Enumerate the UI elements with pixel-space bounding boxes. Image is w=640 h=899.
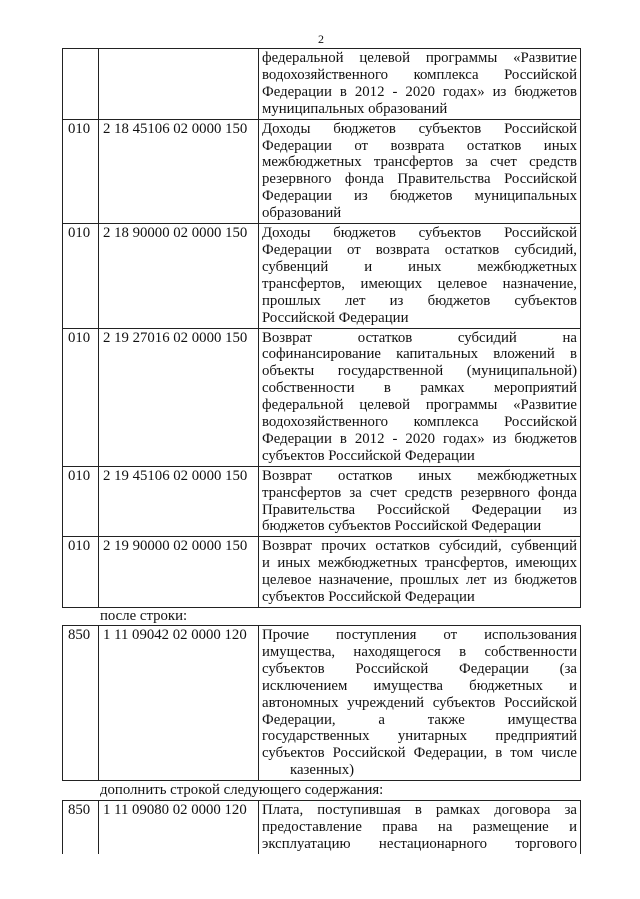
revenue-name-line: эксплуатацию нестационарного торгового <box>262 835 577 852</box>
revenue-name-line: образований <box>262 205 342 222</box>
admin-code-cell: 010 <box>63 537 99 608</box>
revenue-name-line: Федерации в 2012 - 2020 годах» из бюджетов <box>262 430 577 447</box>
admin-code-cell <box>63 49 99 120</box>
page-number: 2 <box>318 32 324 46</box>
revenue-name-line: трансфертов, имеющих целевое назначение, <box>262 275 577 292</box>
revenue-name-line: целевое назначение, прошлых лет из бюджетов <box>262 572 577 589</box>
revenue-name-line: исключением имущества бюджетных и <box>262 677 577 694</box>
classification-code-cell: 2 19 45106 02 0000 150 <box>99 466 259 537</box>
table-body <box>63 801 581 854</box>
revenue-name-line: Прочие поступления от использования <box>262 627 577 643</box>
revenue-name-line: казенных) <box>290 762 355 779</box>
revenue-name-line: прошлых лет из бюджетов субъектов <box>262 292 577 309</box>
revenue-name-line: Федерации в 2012 - 2020 годах» из бюджетов <box>262 83 577 100</box>
revenue-codes-table-continued <box>62 48 581 608</box>
revenue-name-line: водохозяйственного комплекса Российской <box>262 66 577 83</box>
table-row <box>63 537 581 608</box>
admin-code-cell: 010 <box>63 119 99 223</box>
revenue-name-line: трансфертов за счет средств резервного фонда <box>262 484 577 501</box>
table-row <box>63 224 581 328</box>
revenue-name-line: и иных межбюджетных трансфертов, имеющих <box>262 555 577 572</box>
table-row <box>63 626 581 781</box>
revenue-name-line: резервного фонда Правительства Российской <box>262 171 577 188</box>
revenue-name-line: Федерации от возврата остатков иных <box>262 137 577 154</box>
revenue-name-cell <box>259 119 581 223</box>
table-row <box>63 466 581 537</box>
table-row <box>63 49 581 120</box>
revenue-name-cell <box>259 626 581 781</box>
admin-code-cell: 850 <box>63 801 99 854</box>
classification-code-cell: 2 18 90000 02 0000 150 <box>99 224 259 328</box>
revenue-name-line: Федерации от возврата остатков субсидий, <box>262 241 577 258</box>
revenue-name-cell <box>259 537 581 608</box>
revenue-name-line: межбюджетных трансфертов за счет средств <box>262 154 577 171</box>
classification-code-cell: 1 11 09080 02 0000 120 <box>99 801 259 854</box>
admin-code-cell: 850 <box>63 626 99 781</box>
revenue-name-line: Доходы бюджетов субъектов Российской <box>262 120 577 137</box>
revenue-name-line: Возврат остатков иных межбюджетных <box>262 467 577 484</box>
new-row-table <box>62 800 581 854</box>
after-row-label: после строки: <box>100 608 188 624</box>
revenue-name-line: субвенций и иных межбюджетных <box>262 258 577 275</box>
revenue-name-line: автономных учреждений субъектов Российской <box>262 694 577 711</box>
revenue-name-line: водохозяйственного комплекса Российской <box>262 414 577 431</box>
table-body <box>63 49 581 608</box>
revenue-name-line: субъектов Российской Федерации <box>262 447 475 464</box>
revenue-name-line: Российской Федерации <box>262 309 409 326</box>
revenue-name-line: Плата, поступившая в рамках договора за <box>262 802 577 818</box>
table-row <box>63 328 581 466</box>
admin-code-cell: 010 <box>63 224 99 328</box>
revenue-name-line: Федерации из бюджетов муниципальных <box>262 188 577 205</box>
revenue-name-line: Федерации, а также имущества <box>262 711 577 728</box>
revenue-name-line: государственных унитарных предприятий <box>262 728 577 745</box>
classification-code-cell: 2 19 90000 02 0000 150 <box>99 537 259 608</box>
revenue-name-line: субъектов Российской Федерации, в том числе <box>262 745 577 762</box>
revenue-name-line: субъектов Российской Федерации <box>262 589 475 606</box>
revenue-name-line: объекты государственной (муниципальной) <box>262 363 577 380</box>
table-row <box>63 801 581 854</box>
classification-code-cell: 1 11 09042 02 0000 120 <box>99 626 259 781</box>
revenue-name-line: бюджетов субъектов Российской Федерации <box>262 518 542 535</box>
revenue-name-cell <box>259 328 581 466</box>
revenue-name-line: федеральной целевой программы «Развитие <box>262 50 577 66</box>
classification-code-cell: 2 18 45106 02 0000 150 <box>99 119 259 223</box>
admin-code-cell: 010 <box>63 328 99 466</box>
revenue-name-line: предоставление права на размещение и <box>262 818 577 835</box>
revenue-name-line: субъектов Российской Федерации (за <box>262 660 577 677</box>
revenue-name-line: Возврат прочих остатков субсидий, субвенций <box>262 538 577 555</box>
insert-instruction-label: дополнить строкой следующего содержания: <box>100 782 384 798</box>
table-body <box>63 626 581 781</box>
revenue-name-line: имущества, находящегося в собственности <box>262 643 577 660</box>
revenue-name-line: собственности в рамках мероприятий <box>262 380 577 397</box>
revenue-name-line: Возврат остатков субсидий на <box>262 329 577 346</box>
classification-code-cell: 2 19 27016 02 0000 150 <box>99 328 259 466</box>
revenue-name-cell <box>259 224 581 328</box>
revenue-name-line: федеральной целевой программы «Развитие <box>262 397 577 414</box>
admin-code-cell: 010 <box>63 466 99 537</box>
revenue-name-line: софинансирование капитальных вложений в <box>262 346 577 363</box>
revenue-name-line: муниципальных образований <box>262 100 448 117</box>
table-row <box>63 119 581 223</box>
revenue-name-cell <box>259 466 581 537</box>
revenue-name-cell <box>259 801 581 854</box>
revenue-name-line: Правительства Российской Федерации из <box>262 501 577 518</box>
revenue-name-cell <box>259 49 581 120</box>
revenue-name-line: Доходы бюджетов субъектов Российской <box>262 225 577 242</box>
reference-row-table <box>62 625 581 781</box>
classification-code-cell <box>99 49 259 120</box>
